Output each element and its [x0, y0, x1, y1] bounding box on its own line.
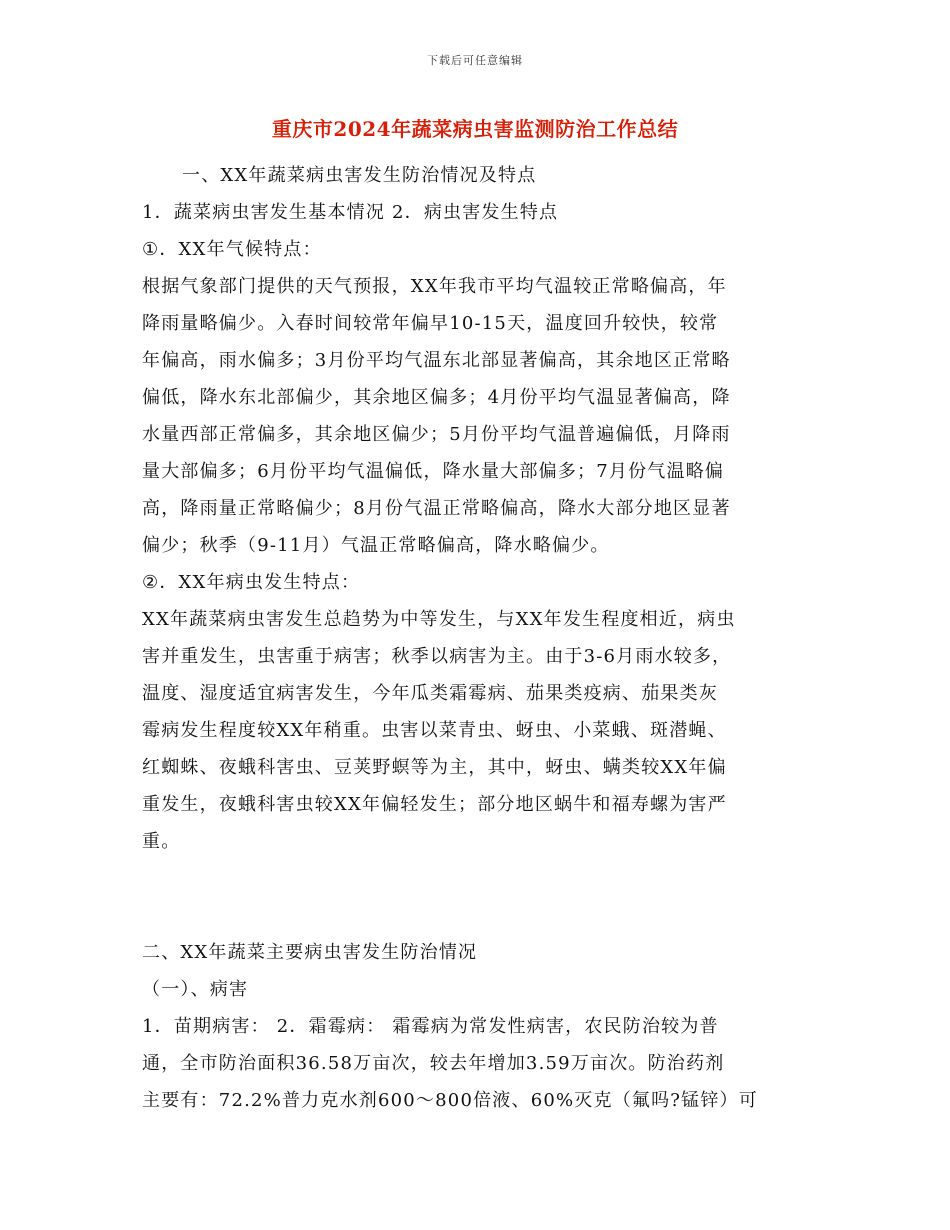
- pest-paragraph: [142, 601, 810, 860]
- header-note: 下载后可任意编辑: [427, 54, 523, 67]
- paragraph-line: 1．苗期病害： 2．霜霉病： 霜霉病为常发性病害，农民防治较为普: [142, 1016, 719, 1037]
- paragraph-line: 量大部偏多；6月份平均气温偏低，降水量大部偏多；7月份气温略偏: [142, 461, 725, 482]
- paragraph-line: 年偏高，雨水偏多；3月份平均气温东北部显著偏高，其余地区正常略: [142, 350, 731, 371]
- paragraph-line: 温度、湿度适宜病害发生，今年瓜类霜霉病、茄果类疫病、茄果类灰: [142, 683, 718, 704]
- paragraph-line: 重发生，夜蛾科害虫较XX年偏轻发生；部分地区蜗牛和福寿螺为害严: [142, 794, 727, 815]
- paragraph-line: 害并重发生，虫害重于病害；秋季以病害为主。由于3-6月雨水较多，: [142, 646, 732, 667]
- climate-item-title: ①．XX年气候特点：: [142, 239, 322, 260]
- paragraph-line: 红蜘蛛、夜蛾科害虫、豆荚野螟等为主，其中，蚜虫、螨类较XX年偏: [142, 757, 727, 778]
- paragraph-line: 降雨量略偏少。入春时间较常年偏早10-15天，温度回升较快，较常: [142, 313, 719, 334]
- paragraph-line: 主要有：72.2%普力克水剂600～800倍液、60%灭克（氟吗?锰锌）可: [142, 1090, 758, 1111]
- disease-paragraph: [142, 1008, 810, 1119]
- section-spacer: [142, 860, 810, 934]
- paragraph-line: 通，全市防治面积36.58万亩次，较去年增加3.59万亩次。防治药剂: [142, 1053, 725, 1074]
- section2-subheading: （一）、病害: [142, 979, 249, 1000]
- section2-heading: 二、XX年蔬菜主要病虫害发生防治情况: [142, 942, 478, 963]
- document-body: [142, 157, 810, 1119]
- paragraph-line: 偏低，降水东北部偏少，其余地区偏多；4月份平均气温显著偏高，降: [142, 387, 731, 408]
- paragraph-line: XX年蔬菜病虫害发生总趋势为中等发生，与XX年发生程度相近，病虫: [142, 609, 736, 630]
- pest-item-title: ②．XX年病虫发生特点：: [142, 572, 361, 593]
- paragraph-line: 水量西部正常偏多，其余地区偏少；5月份平均气温普遍偏低，月降雨: [142, 424, 731, 445]
- paragraph-line: 重。: [142, 831, 181, 852]
- paragraph-line: 根据气象部门提供的天气预报，XX年我市平均气温较正常略偏高，年: [142, 276, 727, 297]
- paragraph-line: 偏少；秋季（9-11月）气温正常略偏高，降水略偏少。: [142, 535, 610, 556]
- paragraph-line: 高，降雨量正常略偏少；8月份气温正常略偏高，降水大部分地区显著: [142, 498, 731, 519]
- paragraph-line: 霉病发生程度较XX年稍重。虫害以菜青虫、蚜虫、小菜蛾、斑潜蝇、: [142, 720, 727, 741]
- climate-paragraph: [142, 268, 810, 564]
- section1-subheading: 1．蔬菜病虫害发生基本情况 2．病虫害发生特点: [142, 202, 559, 223]
- document-title: 重庆市2024年蔬菜病虫害监测防治工作总结: [271, 117, 679, 141]
- section1-heading: 一、XX年蔬菜病虫害发生防治情况及特点: [182, 165, 537, 186]
